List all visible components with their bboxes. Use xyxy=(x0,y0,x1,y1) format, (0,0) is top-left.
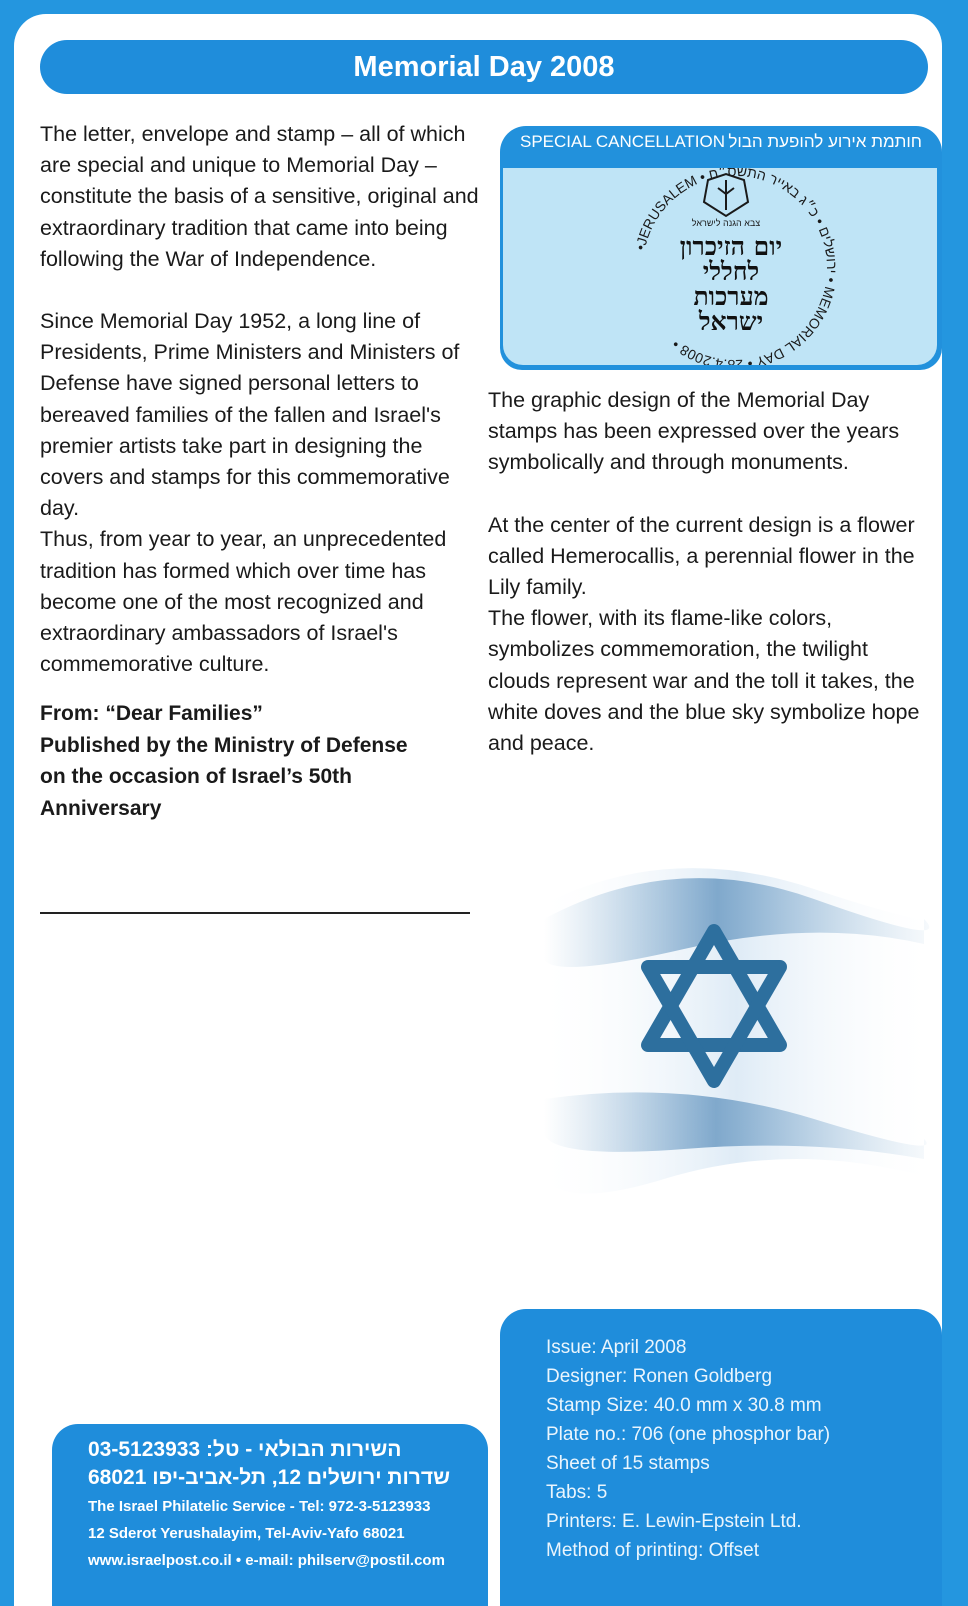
left-column xyxy=(40,119,486,824)
source-line-1: From: “Dear Families” xyxy=(40,702,263,726)
stamp-he-line-3: מערכות xyxy=(693,282,769,311)
issue-details-list xyxy=(546,1333,830,1565)
issue-detail-item: Issue: April 2008 xyxy=(546,1337,687,1358)
contact-website-email[interactable]: www.israelpost.co.il • e-mail: philserv@postil.com xyxy=(88,1552,445,1569)
issue-detail-item: Stamp Size: 40.0 mm x 30.8 mm xyxy=(546,1395,822,1416)
issue-detail-item: Designer: Ronen Goldberg xyxy=(546,1366,773,1387)
issue-detail-item: Method of printing: Offset xyxy=(546,1540,759,1561)
cancellation-postmark xyxy=(503,168,937,365)
left-paragraph-3: Thus, from year to year, an unprecedented tradition has formed which over time has become one of the most recognized and extraordinary ambassadors of Israel's commemorative culture. xyxy=(40,527,447,677)
issue-detail-item: Sheet of 15 stamps xyxy=(546,1453,710,1474)
source-line-2: Published by the Ministry of Defense xyxy=(40,733,408,757)
postmark-ring-text: •JERUSALEM • ירושלים • כ״ג באייר התשס״ח • MEMORIAL DAY • 28.4.2008 • xyxy=(631,168,841,365)
left-paragraph-1: The letter, envelope and stamp – all of which are special and unique to Memorial Day – constitute the basis of a sensitive, original and extraordinary tradition that came into being following the War of Independence. xyxy=(40,122,479,271)
star-of-david-flag-icon xyxy=(514,849,934,1209)
contact-eng-line-1: The Israel Philatelic Service - Tel: 972-3-5123933 xyxy=(88,1498,431,1515)
cancellation-label-he: חותמת אירוע להופעת הבול xyxy=(728,132,922,151)
cancellation-label-en: SPECIAL CANCELLATION xyxy=(520,132,726,151)
source-credit xyxy=(40,698,486,824)
source-line-4: Anniversary xyxy=(40,796,162,820)
special-cancellation-box xyxy=(500,126,942,370)
contact-heb-line-2: שדרות ירושלים 12, תל-אביב-יפו 68021 xyxy=(88,1466,451,1489)
right-paragraph-1: The graphic design of the Memorial Day stamps has been expressed over the years symbolically and through monuments. xyxy=(488,388,900,475)
right-paragraph-2: At the center of the current design is a flower called Hemerocallis, a perennial flower in the Lily family. xyxy=(488,512,915,600)
cancellation-header xyxy=(500,132,942,160)
issue-detail-item: Tabs: 5 xyxy=(546,1482,608,1503)
left-paragraph-2: Since Memorial Day 1952, a long line of Presidents, Prime Ministers and Ministers of Defense have signed personal letters to bereaved families of the fallen and Israel's premier artists take part in designing the covers and stamps for this commemorative day. xyxy=(40,309,460,521)
leaflet-sheet xyxy=(14,14,942,1606)
contact-heb-line-1: השירות הבולאי - טל: 03-5123933 xyxy=(88,1438,402,1461)
contact-eng-line-2: 12 Sderot Yerushalayim, Tel-Aviv-Yafo 68021 xyxy=(88,1525,405,1542)
right-column xyxy=(488,385,928,759)
postmark-hebrew-title xyxy=(680,232,782,336)
stamp-he-line-2: לחללי xyxy=(702,257,760,286)
page-title: Memorial Day 2008 xyxy=(40,40,928,94)
source-line-3: on the occasion of Israel’s 50th xyxy=(40,765,352,789)
issue-details-box xyxy=(500,1309,942,1606)
philatelic-service-contact xyxy=(52,1424,488,1606)
cancellation-image xyxy=(503,168,937,365)
right-paragraph-3: The flower, with its flame-like colors, symbolizes commemoration, the twilight clouds represent war and the toll it takes, the white doves and the blue sky symbolize hope and peace. xyxy=(488,606,920,756)
stamp-he-line-1: יום הזיכרון xyxy=(679,232,783,261)
emblem-text: צבא הגנה לישראל xyxy=(691,218,761,228)
issue-detail-item: Plate no.: 706 (one phosphor bar) xyxy=(546,1424,831,1445)
stamp-he-line-4: ישראל xyxy=(698,307,764,336)
issue-detail-item: Printers: E. Lewin-Epstein Ltd. xyxy=(546,1511,802,1532)
signature-rule xyxy=(40,912,470,914)
